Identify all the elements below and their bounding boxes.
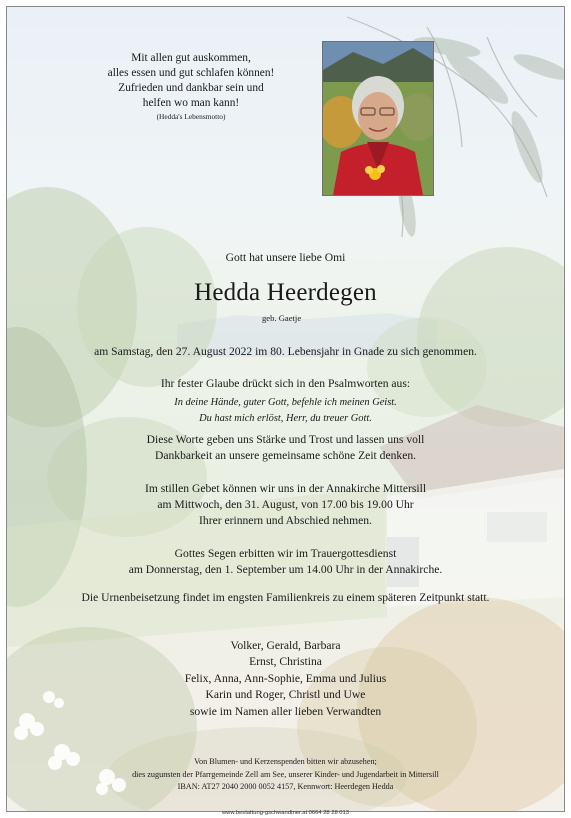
family-line: sowie im Namen aller lieben Verwandten bbox=[189, 704, 382, 718]
motto-line: Mit allen gut auskommen, bbox=[131, 52, 251, 64]
birth-name: geb. Gaetje bbox=[262, 313, 302, 323]
donation-notice bbox=[7, 756, 564, 794]
comfort-line: Diese Worte geben uns Stärke und Trost und lassen uns voll bbox=[146, 433, 425, 446]
service-text bbox=[7, 546, 564, 578]
family-line: Volker, Gerald, Barbara bbox=[230, 639, 341, 652]
notice-line: dies zugunsten der Pfarrgemeinde Zell am See, unserer Kinder- und Jugendarbeit in Mittersill bbox=[132, 769, 439, 779]
motto-line: alles essen und gut schlafen können! bbox=[107, 67, 275, 79]
service-line: Gottes Segen erbitten wir im Trauergottesdienst bbox=[174, 547, 397, 560]
motto-line: Zufrieden und dankbar sein und bbox=[118, 82, 264, 94]
family-mourners bbox=[7, 638, 564, 720]
service-line: am Donnerstag, den 1. September um 14.00 Uhr in der Annakirche. bbox=[128, 563, 443, 576]
prayer-text bbox=[7, 481, 564, 529]
psalm-intro: Ihr fester Glaube drückt sich in den Psalmworten aus: bbox=[160, 377, 411, 390]
comfort-text bbox=[7, 432, 564, 464]
psalm-quote bbox=[7, 395, 564, 427]
psalm-line: In deine Hände, guter Gott, befehle ich meinen Geist. bbox=[174, 397, 397, 408]
family-line: Felix, Anna, Ann-Sophie, Emma und Julius bbox=[184, 671, 387, 685]
portrait-photo bbox=[322, 41, 434, 196]
obituary-page bbox=[6, 6, 565, 812]
urn-burial-text: Die Urnenbeisetzung findet im engsten Familienkreis zu einem späteren Zeitpunkt statt. bbox=[81, 591, 490, 604]
funeral-home-footer: www.bestattung-gschwandtner.at 0664 28 28 013 bbox=[222, 810, 349, 816]
deceased-name: Hedda Heerdegen bbox=[194, 279, 377, 306]
prayer-line: am Mittwoch, den 31. August, von 17.00 bis 19.00 Uhr bbox=[157, 498, 414, 511]
motto-attribution: (Hedda's Lebensmotto) bbox=[156, 112, 226, 121]
comfort-line: Dankbarkeit an unsere gemeinsame schöne Zeit denken. bbox=[154, 449, 417, 462]
passing-statement: am Samstag, den 27. August 2022 im 80. Lebensjahr in Gnade zu sich genommen. bbox=[94, 345, 477, 358]
family-line: Ernst, Christina bbox=[249, 655, 322, 669]
notice-line: IBAN: AT27 2040 2000 0052 4157, Kennwort: Heerdegen Hedda bbox=[177, 782, 394, 792]
motto-line: helfen wo man kann! bbox=[142, 97, 240, 109]
portrait-image bbox=[323, 42, 433, 195]
life-motto bbox=[81, 51, 301, 122]
family-line: Karin und Roger, Christl und Uwe bbox=[205, 688, 366, 702]
prayer-line: Im stillen Gebet können wir uns in der Annakirche Mittersill bbox=[144, 482, 427, 495]
psalm-line: Du hast mich erlöst, Herr, du treuer Gott. bbox=[199, 413, 372, 424]
intro-text: Gott hat unsere liebe Omi bbox=[225, 251, 346, 264]
notice-line: Von Blumen- und Kerzenspenden bitten wir abzusehen; bbox=[194, 757, 377, 766]
prayer-line: Ihrer erinnern und Abschied nehmen. bbox=[199, 514, 372, 527]
